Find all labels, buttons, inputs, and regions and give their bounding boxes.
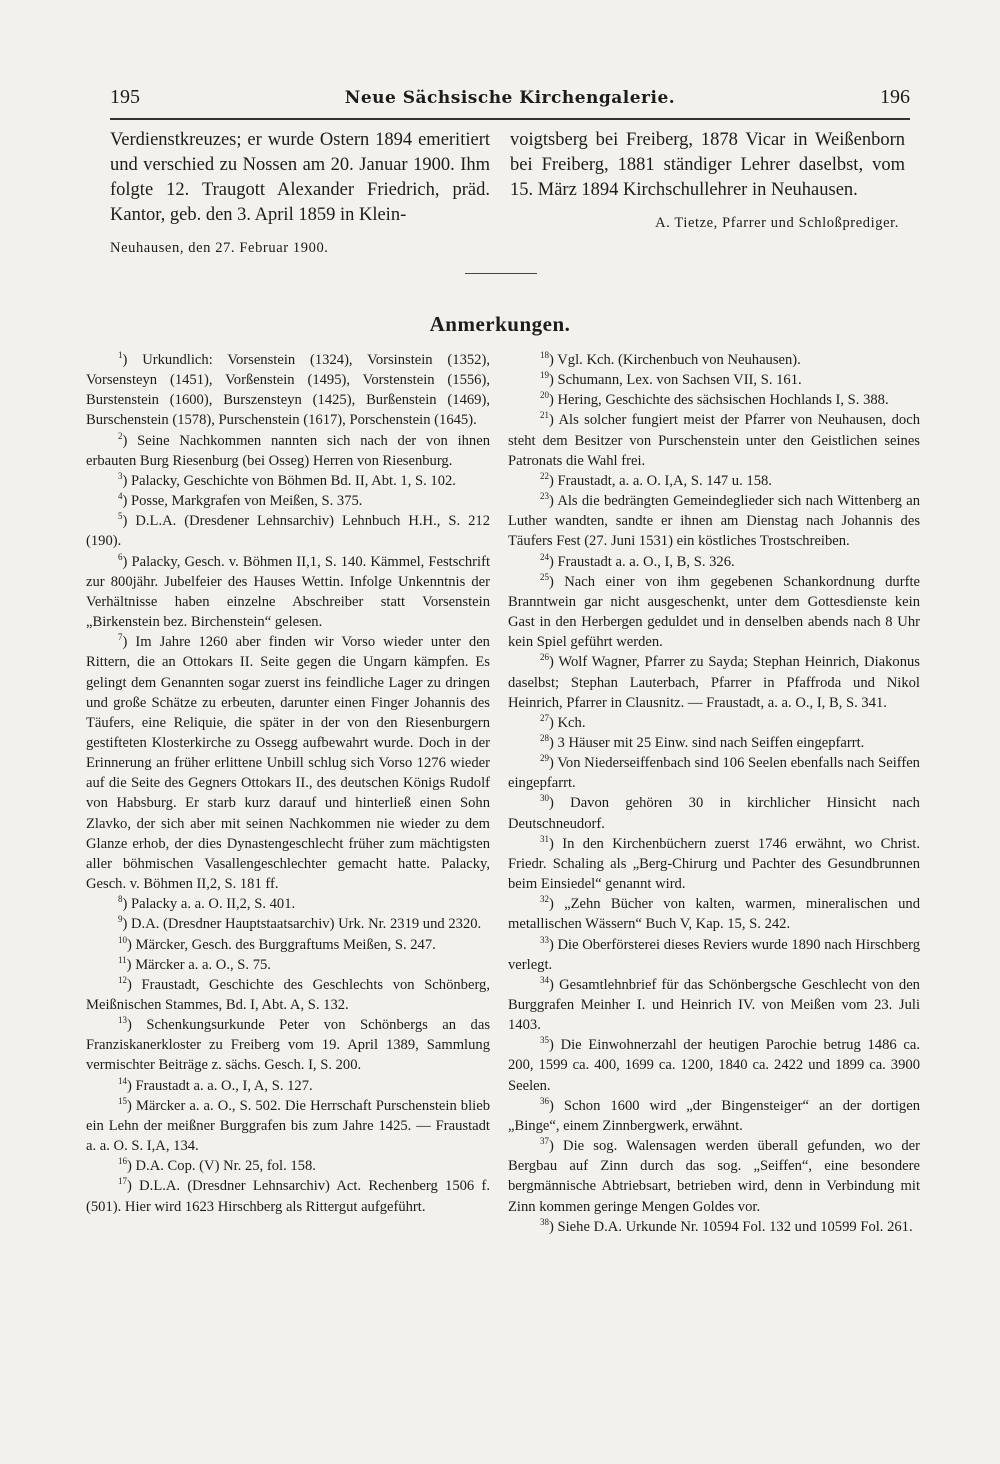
footnote-text: Seine Nachkommen nannten sich nach der von ihnen erbauten Burg Riesenburg (bei Osseg) Herren von Riesenburg. [86, 432, 490, 469]
footnote-text: Märcker, Gesch. des Burggraftums Meißen, S. 247. [135, 936, 436, 953]
footnote-text: Von Niederseiffenbach sind 106 Seelen ebenfalls nach Seiffen eingepfarrt. [508, 755, 920, 792]
footnote [508, 350, 920, 370]
footnote-text: Märcker a. a. O., S. 502. Die Herrschaft Purschenstein blieb ein Lehn der meißner Burggrafen bis zum Jahre 1425. — Fraustadt a. a. O. S. I,A, 134. [86, 1097, 490, 1155]
footnote [508, 652, 920, 712]
footnote [508, 834, 920, 894]
footnote [86, 975, 490, 1015]
page-header [110, 86, 910, 116]
footnote-text: Fraustadt, a. a. O. I,A, S. 147 u. 158. [557, 472, 772, 489]
section-title: Anmerkungen. [429, 312, 571, 336]
section-divider [465, 273, 537, 274]
footnote-text: „Zehn Bücher von kalten, warmen, mineralischen und metallischen Wässern“ Buch V, Kap. 15, S. 242. [508, 896, 920, 933]
footnote [508, 713, 920, 733]
footnote-number: 22 [540, 471, 549, 482]
footnote-text: D.L.A. (Dresdner Lehnsarchiv) Act. Rechenberg 1506 f. (501). Hier wird 1623 Hirschberg als Rittergut aufgeführt. [86, 1178, 490, 1215]
footnote-paren: ) [127, 976, 142, 993]
footnote-paren: ) [122, 352, 143, 368]
footnote-paren: ) [122, 896, 132, 913]
footnote-number: 6 [118, 551, 123, 562]
footnote-text: Vgl. Kch. (Kirchenbuch von Neuhausen). [557, 352, 801, 368]
top-left-text: Verdienstkreuzes; er wurde Ostern 1894 emeritiert und verschied zu Nossen am 20. Januar 1900. Ihm folgte 12. Traugott Alexander Friedrich, präd. Kantor, geb. den 3. April 1859 in Klein- [110, 130, 490, 225]
footnote-text: Schon 1600 wird „der Bingensteiger“ an der dortigen „Binge“, einem Zinnbergwerk, erwähnt. [508, 1097, 920, 1134]
footnote-number: 34 [540, 974, 549, 985]
footnote [508, 370, 920, 390]
footnote-text: Schumann, Lex. von Sachsen VII, S. 161. [557, 372, 802, 389]
footnote-number: 29 [540, 753, 549, 764]
footnote-paren: ) [127, 1077, 136, 1094]
footnote-text: Die sog. Walensagen werden überall gefunden, wo der Bergbau auf Zinn durch das sog. „Seiffen“, eine besondere bergmännische Abtriebsart, betrieben wird, denn in Verbindung mit Zinn kommen geringe Mengen Goldes vor. [508, 1138, 921, 1215]
signature: A. Tietze, Pfarrer und Schloßprediger. [655, 215, 899, 231]
footnote [86, 1015, 490, 1075]
footnote-paren: ) [122, 916, 132, 933]
footnote-paren: ) [122, 472, 132, 489]
footnote [508, 793, 920, 833]
footnote [508, 975, 920, 1035]
footnote [86, 1156, 490, 1176]
footnote [86, 350, 490, 431]
footnote-text: Im Jahre 1260 aber finden wir Vorso wieder unter den Rittern, die an Ottokars II. Seite gegen die Ungarn kämpfen. Es gelingt dem Genannten sogar zuerst ins feindliche Lager zu dringen und große Schätze zu erbeuten, darunter einen Finger Johannis des Täufers, eine Reliquie, die später in der von den Riesenburgern gestifteten Klosterkirche zu Ossegg aufbewahrt wurde. Doch in der Erinnerung an früher erlittene Unbill schlug sich Vorso 1276 wieder auf die Seite des Gegners Ottokars II., des deutschen Königs Rudolf von Habsburg. Er starb kurz darauf und hinterließ einen Sohn Zlavko, der sich aber mit seinen Nachkommen nie wieder zu dem Glanze erhob, der dies Dynastengeschlecht früher zum mächtigsten aller böhmischen Vasallengeschlechter gemacht hatte. Palacky, Gesch. v. Böhmen II,2, S. 181 ff. [86, 634, 490, 893]
footnote [86, 955, 490, 975]
footnote-number: 5 [118, 511, 123, 522]
footnote-text: Palacky a. a. O. II,2, S. 401. [131, 896, 296, 913]
footnote [86, 431, 490, 471]
footnote-number: 10 [118, 934, 127, 945]
footnote-number: 33 [540, 934, 549, 945]
footnote [508, 410, 920, 470]
footnote-paren: ) [127, 936, 136, 953]
footnote-number: 23 [540, 491, 549, 502]
footnote-number: 18 [540, 350, 549, 361]
footnote-paren: ) [549, 755, 558, 772]
footnote [86, 511, 490, 551]
footnote-number: 8 [118, 894, 123, 905]
footnote-text: Die Oberförsterei dieses Reviers wurde 1890 nach Hirschberg verlegt. [508, 936, 920, 973]
top-left-column [110, 128, 490, 257]
footnote-number: 31 [540, 833, 549, 844]
right-page-number: 196 [880, 86, 910, 108]
footnote-number: 11 [118, 954, 127, 965]
footnote-number: 17 [118, 1176, 127, 1187]
footnote-paren: ) [549, 472, 558, 489]
footnote-number: 37 [540, 1136, 549, 1147]
footnote [508, 572, 920, 653]
footnote-number: 9 [118, 914, 123, 925]
footnote-paren: ) [549, 553, 558, 570]
footnote-text: 3 Häuser mit 25 Einw. sind nach Seiffen eingepfarrt. [557, 734, 865, 751]
footnote-paren: ) [549, 714, 558, 731]
footnote-paren: ) [127, 1158, 136, 1175]
footnote [508, 390, 920, 410]
footnote [508, 753, 920, 793]
footnote [508, 471, 920, 491]
footnote-text: Fraustadt, Geschichte des Geschlechts von Schönberg, Meißnischen Stammes, Bd. I, Abt. A, S. 132. [86, 976, 490, 1013]
footnote-number: 20 [540, 390, 549, 401]
footnote [86, 1076, 490, 1096]
footnote-paren: ) [549, 654, 559, 671]
footnote [86, 894, 490, 914]
footnote-text: D.L.A. (Dresdener Lehnsarchiv) Lehnbuch H.H., S. 212 (190). [86, 513, 490, 550]
footnote-paren: ) [127, 1097, 136, 1114]
footnote-text: Fraustadt a. a. O., I, B, S. 326. [557, 553, 735, 570]
footnote-number: 28 [540, 733, 549, 744]
footnote-number: 14 [118, 1075, 127, 1086]
footnote-text: Hering, Geschichte des sächsischen Hochlands I, S. 388. [557, 392, 889, 409]
footnote-paren: ) [549, 412, 559, 429]
header-rule [110, 118, 910, 120]
footnote-paren: ) [549, 896, 565, 913]
footnote-number: 24 [540, 551, 549, 562]
footnote [86, 1096, 490, 1156]
footnote [508, 733, 920, 753]
running-title: Neue Sächsische Kirchengalerie. [344, 88, 676, 108]
footnote-text: Palacky, Geschichte von Böhmen Bd. II, Abt. 1, S. 102. [131, 472, 456, 489]
footnote-number: 27 [540, 712, 549, 723]
footnote [508, 552, 920, 572]
footnote-number: 38 [540, 1216, 549, 1227]
footnote-paren: ) [122, 513, 136, 530]
footnote [86, 471, 490, 491]
footnote-number: 30 [540, 793, 549, 804]
footnote [508, 1136, 920, 1217]
footnote-paren: ) [549, 493, 558, 510]
footnote-text: Posse, Markgrafen von Meißen, S. 375. [131, 493, 363, 510]
footnote [86, 935, 490, 955]
footnote [86, 552, 490, 633]
footnote-number: 21 [540, 410, 549, 421]
footnote-number: 3 [118, 471, 123, 482]
dateline: Neuhausen, den 27. Februar 1900. [110, 240, 329, 256]
footnote-text: Schenkungsurkunde Peter von Schönbergs an das Franziskanerkloster zu Freiberg vom 19. April 1389, Sammlung vermischter Beiträge z. sächs. Gesch. I, S. 200. [86, 1017, 491, 1074]
footnote-paren: ) [549, 1097, 564, 1114]
footnote-text: Kch. [557, 714, 586, 731]
footnote-text: Urkundlich: Vorsenstein (1324), Vorsinstein (1352), Vorsensteyn (1451), Vorßenstein (1495), Vorstenstein (1556), Burstenstein (1600), Burszensteyn (1425), Burßenstein (1469), Burschenstein (1578), Purschenstein (1617), Porschenstein (1645). [86, 352, 490, 429]
footnote-paren: ) [122, 634, 136, 651]
footnote-paren: ) [549, 573, 565, 590]
footnote [86, 914, 490, 934]
footnote [508, 935, 920, 975]
footnote-paren: ) [549, 835, 563, 852]
footnote [508, 1096, 920, 1136]
footnote-number: 4 [118, 491, 123, 502]
top-right-text: voigtsberg bei Freiberg, 1878 Vicar in Weißenborn bei Freiberg, 1881 ständiger Lehrer daselbst, vom 15. März 1894 Kirchschullehrer in Neuhausen. [510, 130, 905, 200]
footnote-text: Die Einwohnerzahl der heutigen Parochie betrug 1486 ca. 200, 1599 ca. 400, 1699 ca. 1200, 1840 ca. 2422 und 1899 ca. 3900 Seelen. [508, 1037, 920, 1094]
notes-left-column [86, 350, 490, 1217]
footnote-number: 12 [118, 974, 127, 985]
footnote-number: 7 [118, 632, 123, 643]
notes-right-column [508, 350, 920, 1237]
footnote-paren: ) [549, 936, 558, 953]
footnote-text: Fraustadt a. a. O., I, A, S. 127. [135, 1077, 313, 1094]
footnote [86, 1176, 490, 1216]
footnote-text: Wolf Wagner, Pfarrer zu Sayda; Stephan Heinrich, Diakonus daselbst; Stephan Lauterbach, Pfarrer in Pfaffroda und Nikol Heinrich, Pfarrer in Clausnitz. — Fraustadt, a. a. O., I, B, S. 341. [508, 654, 920, 711]
footnote-number: 35 [540, 1035, 549, 1046]
footnote [508, 1217, 920, 1237]
footnote-paren: ) [549, 1218, 558, 1235]
footnote-paren: ) [549, 1037, 561, 1054]
footnote-text: Palacky, Gesch. v. Böhmen II,1, S. 140. Kämmel, Festschrift zur 800jähr. Jubelfeier des Hauses Wettin. Infolge Unkenntnis der Verhältnisse haben einzelne Abschreiber statt Vorsenstein „Birkenstein bez. Birchenstein“ gelesen. [86, 553, 491, 631]
footnote-number: 13 [118, 1015, 127, 1026]
footnote-number: 15 [118, 1095, 127, 1106]
footnote-paren: ) [122, 553, 132, 570]
footnote-paren: ) [549, 734, 558, 751]
footnote-text: Nach einer von ihm gegebenen Schankordnung durfte Branntwein gar nicht ausgeschenkt, unter dem Gottesdienste kein Gast in den Herbergen geduldet und in denselben abends nach 8 Uhr kein Spiel geführt werden. [508, 573, 920, 651]
footnote-text: D.A. (Dresdner Hauptstaatsarchiv) Urk. Nr. 2319 und 2320. [131, 916, 482, 933]
footnote-paren: ) [549, 352, 558, 368]
footnote-paren: ) [549, 1138, 564, 1155]
footnote-text: D.A. Cop. (V) Nr. 25, fol. 158. [135, 1158, 316, 1175]
footnote-paren: ) [549, 372, 558, 389]
footnote-number: 1 [118, 350, 123, 361]
footnote-text: Als solcher fungiert meist der Pfarrer von Neuhausen, doch steht dem Besitzer von Purschenstein unter den Geistlichen seines Patronats die Wahl frei. [508, 412, 920, 469]
footnote-text: Märcker a. a. O., S. 75. [135, 956, 271, 973]
footnote-paren: ) [122, 432, 138, 449]
footnote-number: 32 [540, 894, 549, 905]
footnote [86, 632, 490, 894]
footnote [86, 491, 490, 511]
footnote-number: 19 [540, 370, 549, 381]
footnote-number: 25 [540, 571, 549, 582]
footnote-number: 2 [118, 430, 123, 441]
footnote-text: Davon gehören 30 in kirchlicher Hinsicht nach Deutschneudorf. [508, 795, 920, 832]
top-right-column [510, 128, 905, 232]
footnote-paren: ) [126, 956, 136, 973]
footnote-paren: ) [549, 976, 560, 993]
footnote [508, 894, 920, 934]
footnote-number: 26 [540, 652, 549, 663]
footnote-text: Gesamtlehnbrief für das Schönbergsche Geschlecht von den Burggrafen Meinher I. und Heinrich IV. von Meißen vom 23. Juli 1403. [508, 976, 920, 1034]
footnote-text: In den Kirchenbüchern zuerst 1746 erwähnt, wo Christ. Friedr. Schaling als „Berg-Chirurg und Pachter des Gesundbrunnen beim Einsiedel“ genannt wird. [508, 835, 920, 893]
footnote [508, 1035, 920, 1095]
left-page-number: 195 [110, 86, 140, 108]
footnote-number: 16 [118, 1156, 127, 1167]
footnote [508, 491, 920, 551]
footnote-paren: ) [127, 1178, 140, 1195]
footnote-number: 36 [540, 1095, 549, 1106]
footnote-paren: ) [127, 1017, 147, 1034]
footnote-paren: ) [549, 392, 558, 409]
footnote-text: Siehe D.A. Urkunde Nr. 10594 Fol. 132 und 10599 Fol. 261. [557, 1218, 913, 1235]
footnote-paren: ) [549, 795, 571, 812]
footnote-text: Als die bedrängten Gemeindeglieder sich nach Wittenberg an Luther wandten, sandte er ihnen am Dienstag nach Johannis des Täufers Fest (27. Juni 1531) ein köstliches Trostschreiben. [508, 493, 920, 550]
footnote-paren: ) [122, 493, 132, 510]
